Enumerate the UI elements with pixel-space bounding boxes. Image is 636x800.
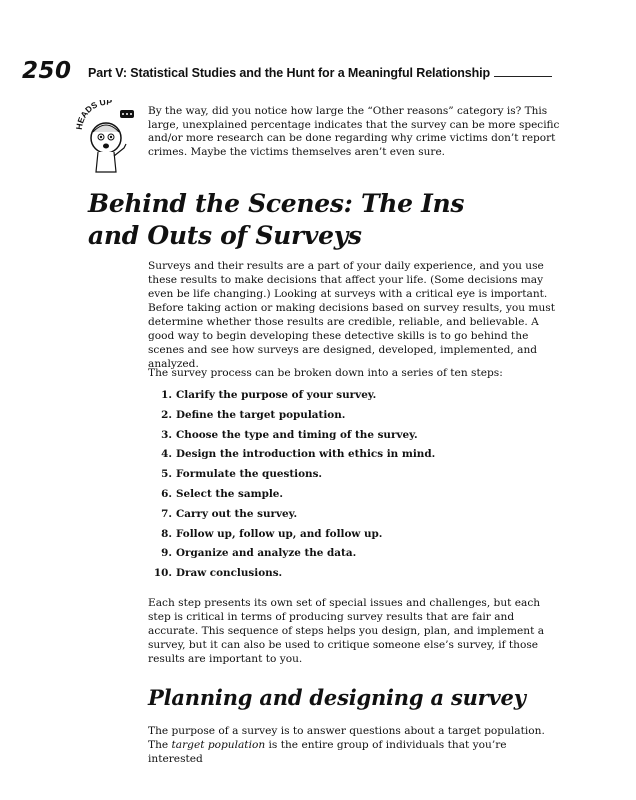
step-text: Design the introduction with ethics in mind. [176, 448, 436, 461]
step-number: 3. [161, 428, 172, 441]
step-text: Choose the type and timing of the survey. [176, 428, 418, 441]
subsection-paragraph [148, 724, 558, 766]
step-text: Draw conclusions. [176, 567, 283, 580]
running-head: Part V: Statistical Studies and the Hunt for a Meaningful Relationship [88, 66, 491, 80]
summary-paragraph: Each step presents its own set of special issues and challenges, but each step is critical in terms of producing survey results that are fair and accurate. This sequence of steps helps you design, plan, and implement a survey, but it can also be used to critique someone else’s survey, if those results are important to you. [148, 597, 545, 665]
subsection-text-end: is the entire group of individuals that you’re interested [148, 739, 507, 765]
step-number: 8. [161, 527, 172, 540]
heads-up-note: By the way, did you notice how large the “Other reasons” category is? This large, unexplained percentage indicates that the survey can be more specific and/or more research can be done regarding why crime victims don’t report crimes. Maybe the victims themselves aren’t even sure. [148, 105, 560, 158]
page-header [22, 58, 562, 88]
step-number: 10. [153, 567, 172, 580]
section-heading-line-1: Behind the Scenes: The Ins [88, 189, 465, 218]
list-item [148, 507, 548, 527]
step-text: Follow up, follow up, and follow up. [176, 527, 383, 540]
section-heading [88, 188, 464, 252]
list-item [148, 566, 548, 586]
heads-up-label: EADS UP [76, 100, 113, 125]
subsection-text-start: The purpose of a survey is to answer questions about a target population. The [148, 725, 545, 751]
step-number: 6. [161, 487, 172, 500]
step-text: Define the target population. [176, 408, 346, 421]
list-item [148, 527, 548, 547]
step-text: Clarify the purpose of your survey. [176, 389, 377, 401]
page-number: 250 [22, 58, 72, 84]
subsection-heading: Planning and designing a survey [148, 685, 526, 710]
step-number: 5. [161, 468, 172, 481]
list-item [148, 408, 548, 428]
step-number: 7. [161, 507, 172, 520]
list-item [148, 388, 548, 408]
list-item [148, 428, 548, 448]
target-population-term: target population [171, 739, 266, 751]
steps-list [148, 388, 548, 586]
header-rule [494, 76, 552, 77]
list-item [148, 447, 548, 467]
step-number: 1. [161, 389, 172, 401]
step-number: 4. [161, 448, 172, 461]
step-text: Formulate the questions. [176, 468, 323, 481]
lead-in-paragraph: The survey process can be broken down into a series of ten steps: [148, 367, 503, 379]
step-text: Carry out the survey. [176, 507, 298, 520]
step-text: Organize and analyze the data. [176, 547, 357, 560]
intro-paragraph: Surveys and their results are a part of your daily experience, and you use these results to make decisions that affect your life. (Some decisions may even be life changing.) Looking at surveys with a critical eye is important. Before taking action or making decisions based on survey results, you must determine whether those results are credible, reliable, and believable. A good way to begin developing these detective skills is to go behind the scenes and see how surveys are designed, developed, implemented, and analyzed. [148, 260, 555, 370]
heads-up-icon [76, 100, 140, 176]
step-number: 9. [161, 547, 172, 560]
list-item [148, 487, 548, 507]
list-item [148, 467, 548, 487]
list-item [148, 546, 548, 566]
step-number: 2. [161, 408, 172, 421]
step-text: Select the sample. [176, 487, 284, 500]
section-heading-line-2: and Outs of Surveys [88, 221, 362, 250]
